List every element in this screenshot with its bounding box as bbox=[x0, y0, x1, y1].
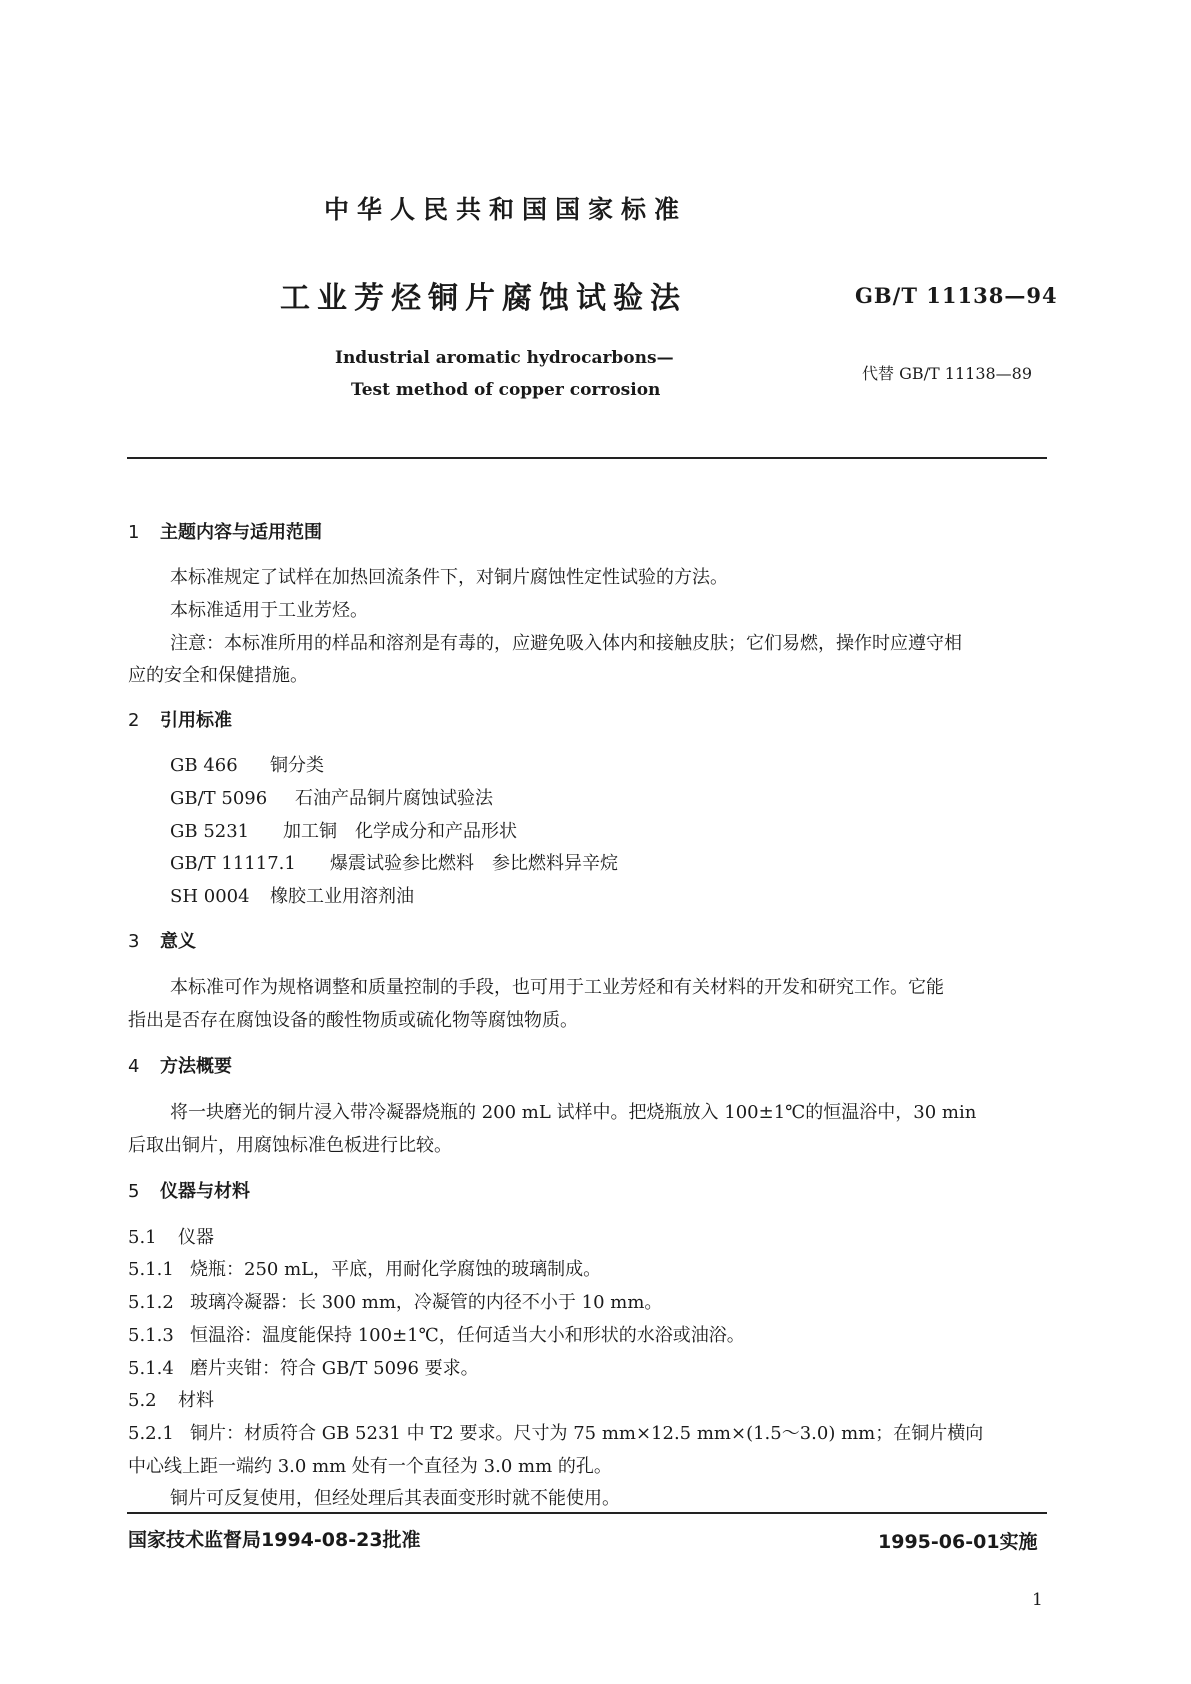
subsection-number: 5.2 bbox=[128, 1390, 157, 1411]
reference-code: GB/T 5096 bbox=[170, 788, 268, 809]
section-title: 仪器与材料 bbox=[160, 1181, 250, 1202]
section-2-heading bbox=[128, 706, 232, 732]
reference-name: 橡胶工业用溶剂油 bbox=[270, 886, 414, 907]
subsection-text: 磨片夹钳：符合 GB/T 5096 要求。 bbox=[190, 1358, 479, 1379]
subsection-item bbox=[128, 1223, 214, 1249]
subsection-text: 仪器 bbox=[178, 1227, 214, 1248]
subsection-text: 玻璃冷凝器：长 300 mm，冷凝管的内径不小于 10 mm。 bbox=[190, 1292, 663, 1313]
section-number: 2 bbox=[128, 710, 140, 731]
paragraph: 注意：本标准所用的样品和溶剂是有毒的，应避免吸入体内和接触皮肤；它们易燃，操作时应遵守相 bbox=[170, 633, 962, 654]
section-3-heading bbox=[128, 927, 196, 953]
replaces-note: 代替 GB/T 11138—89 bbox=[862, 364, 1033, 383]
paragraph: 铜片可反复使用，但经处理后其表面变形时就不能使用。 bbox=[170, 1488, 620, 1509]
section-number: 3 bbox=[128, 931, 140, 952]
english-title-line-1: Industrial aromatic hydrocarbons— bbox=[335, 348, 674, 368]
paragraph: 本标准适用于工业芳烃。 bbox=[170, 600, 368, 621]
paragraph-continuation: 指出是否存在腐蚀设备的酸性物质或硫化物等腐蚀物质。 bbox=[128, 1010, 578, 1031]
reference-code: GB 5231 bbox=[170, 821, 250, 842]
subsection-number: 5.1.3 bbox=[128, 1325, 174, 1346]
subsection-text: 恒温浴：温度能保持 100±1℃，任何适当大小和形状的水浴或油浴。 bbox=[190, 1325, 745, 1346]
subsection-text: 材料 bbox=[178, 1390, 214, 1411]
subsection-item bbox=[128, 1419, 983, 1445]
section-number: 4 bbox=[128, 1056, 140, 1077]
paragraph-continuation: 应的安全和保健措施。 bbox=[128, 665, 308, 686]
subsection-item bbox=[128, 1386, 214, 1412]
reference-name: 爆震试验参比燃料 参比燃料异辛烷 bbox=[330, 853, 618, 874]
section-5-heading bbox=[128, 1177, 250, 1203]
subsection-number: 5.1.2 bbox=[128, 1292, 174, 1313]
subsection-item bbox=[128, 1321, 745, 1347]
paragraph: 本标准可作为规格调整和质量控制的手段，也可用于工业芳烃和有关材料的开发和研究工作。它能 bbox=[170, 977, 944, 998]
effective-date: 1995-06-01实施 bbox=[878, 1531, 1038, 1553]
paragraph: 将一块磨光的铜片浸入带冷凝器烧瓶的 200 mL 试样中。把烧瓶放入 100±1℃的恒温浴中，30 min bbox=[170, 1102, 977, 1123]
subsection-text: 烧瓶：250 mL，平底，用耐化学腐蚀的玻璃制成。 bbox=[190, 1259, 602, 1280]
subsection-number: 5.1.1 bbox=[128, 1259, 174, 1280]
header-divider bbox=[127, 457, 1047, 459]
section-title: 方法概要 bbox=[160, 1056, 232, 1077]
reference-item bbox=[170, 784, 493, 810]
reference-item bbox=[170, 882, 414, 908]
reference-code: SH 0004 bbox=[170, 886, 250, 907]
reference-item bbox=[170, 751, 324, 777]
section-title: 主题内容与适用范围 bbox=[160, 522, 322, 543]
document-title: 工业芳烃铜片腐蚀试验法 bbox=[280, 281, 687, 316]
reference-name: 石油产品铜片腐蚀试验法 bbox=[295, 788, 493, 809]
footer-divider bbox=[127, 1512, 1047, 1514]
subsection-number: 5.2.1 bbox=[128, 1423, 174, 1444]
reference-item bbox=[170, 849, 618, 875]
subsection-item bbox=[128, 1354, 479, 1380]
english-title-line-2: Test method of copper corrosion bbox=[351, 380, 661, 400]
subsection-number: 5.1 bbox=[128, 1227, 157, 1248]
subsection-item bbox=[128, 1288, 662, 1314]
paragraph: 本标准规定了试样在加热回流条件下，对铜片腐蚀性定性试验的方法。 bbox=[170, 567, 728, 588]
reference-item bbox=[170, 817, 517, 843]
national-standard-heading: 中华人民共和国国家标准 bbox=[323, 195, 687, 224]
subsection-text: 铜片：材质符合 GB 5231 中 T2 要求。尺寸为 75 mm×12.5 mm×(1.5～3.0) mm；在铜片横向 bbox=[190, 1423, 984, 1444]
section-1-heading bbox=[128, 518, 322, 544]
paragraph-continuation: 中心线上距一端约 3.0 mm 处有一个直径为 3.0 mm 的孔。 bbox=[128, 1456, 612, 1477]
section-title: 引用标准 bbox=[160, 710, 232, 731]
page-number: 1 bbox=[1032, 1590, 1043, 1610]
reference-code: GB/T 11117.1 bbox=[170, 853, 296, 874]
standard-number: GB/T 11138—94 bbox=[855, 283, 1058, 308]
section-number: 5 bbox=[128, 1181, 140, 1202]
approval-date: 国家技术监督局1994-08-23批准 bbox=[128, 1529, 421, 1551]
reference-name: 加工铜 化学成分和产品形状 bbox=[283, 821, 517, 842]
reference-code: GB 466 bbox=[170, 755, 238, 776]
subsection-number: 5.1.4 bbox=[128, 1358, 174, 1379]
section-title: 意义 bbox=[160, 931, 196, 952]
section-number: 1 bbox=[128, 522, 140, 543]
paragraph-continuation: 后取出铜片，用腐蚀标准色板进行比较。 bbox=[128, 1135, 452, 1156]
section-4-heading bbox=[128, 1052, 232, 1078]
reference-name: 铜分类 bbox=[270, 755, 324, 776]
subsection-item bbox=[128, 1255, 601, 1281]
